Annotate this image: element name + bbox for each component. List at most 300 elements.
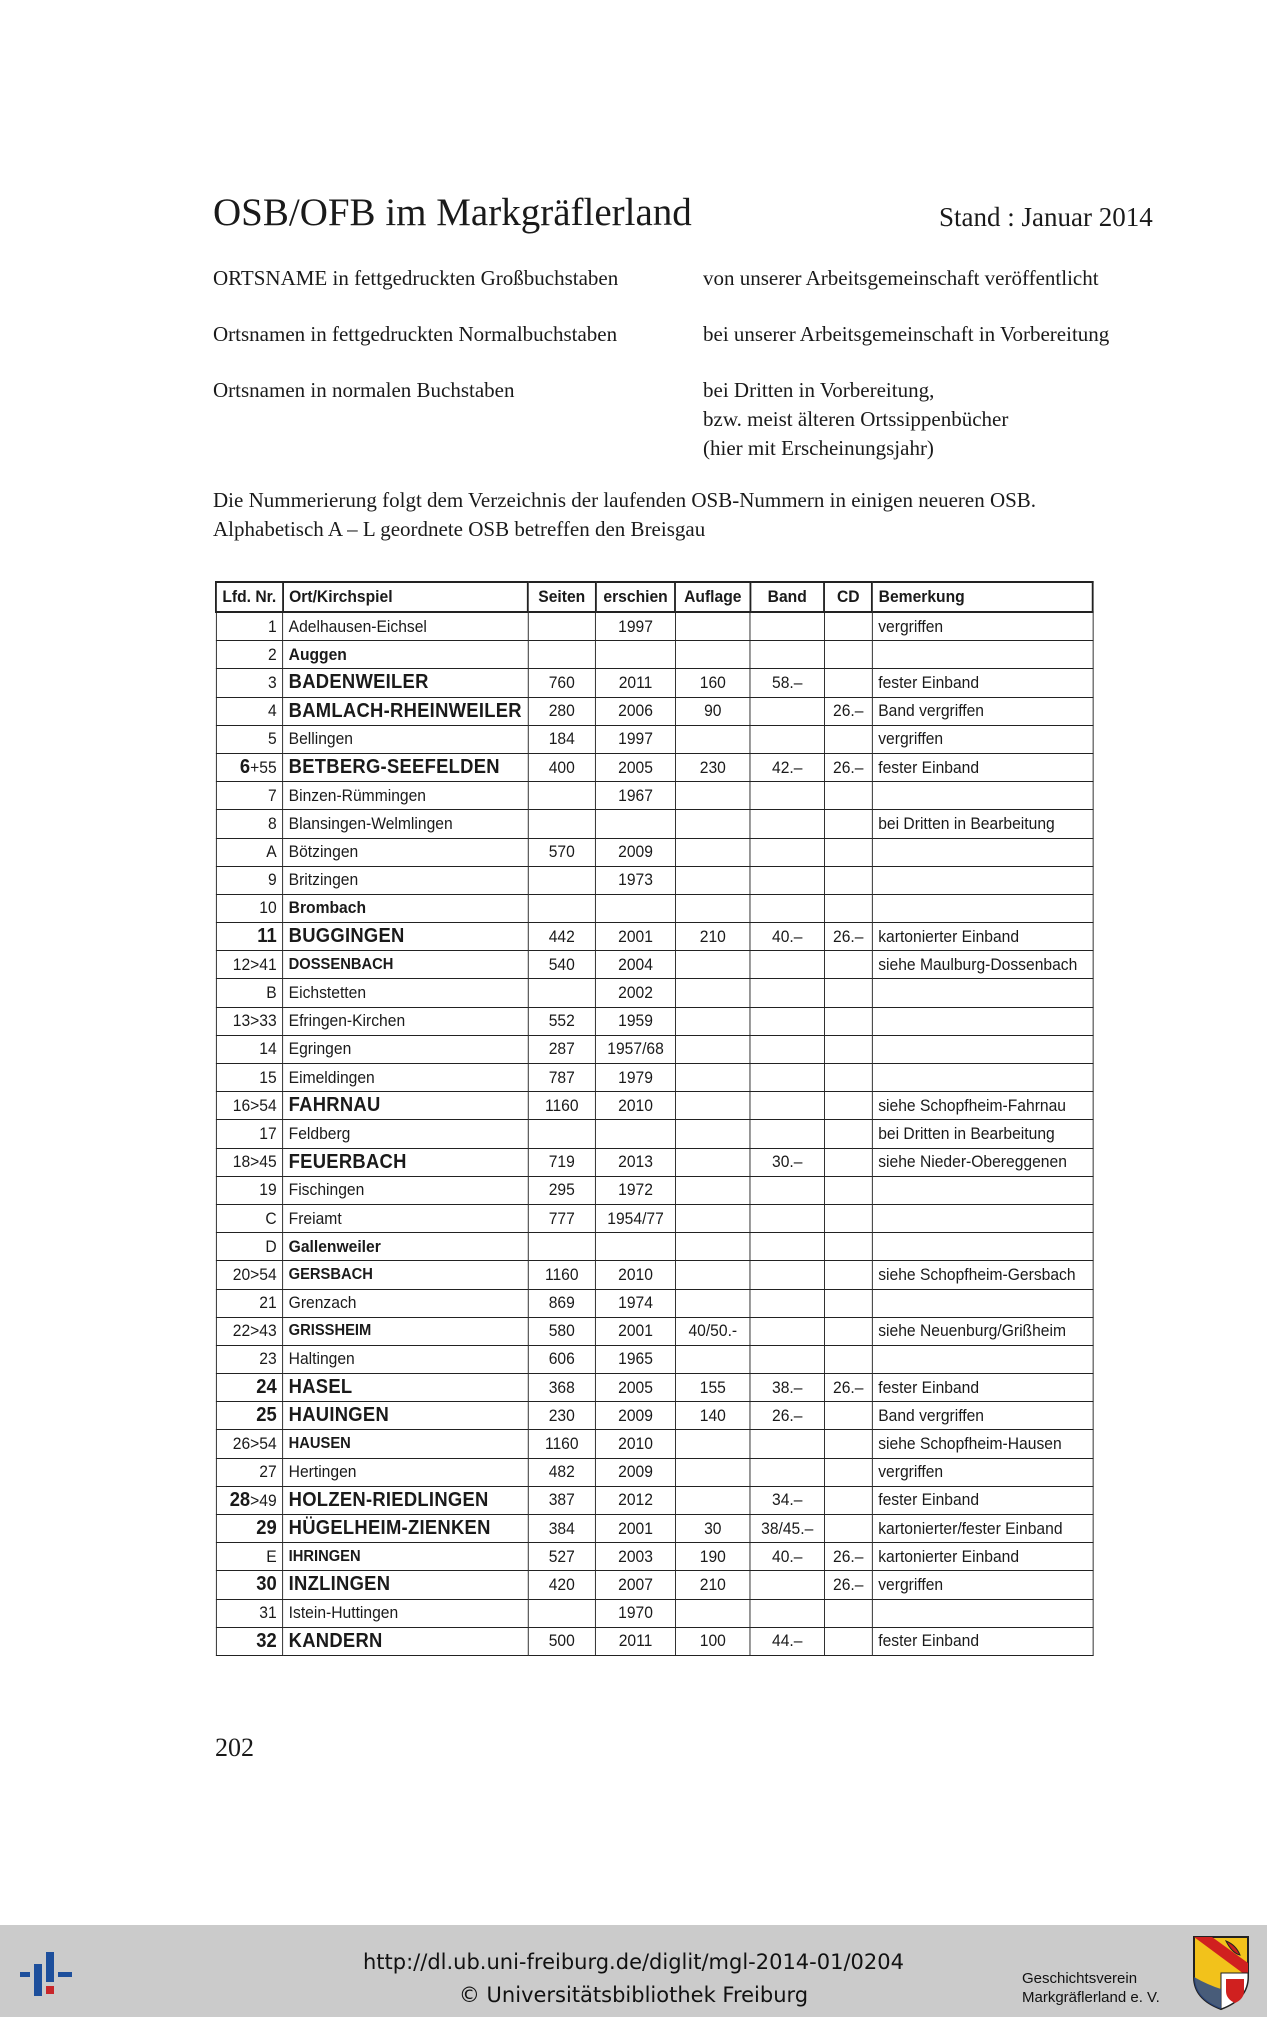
cell-erschien: 2009 [596, 838, 676, 866]
table-row [216, 1204, 1093, 1232]
cell-ort: GRISSHEIM [283, 1317, 528, 1345]
cell-band [750, 866, 824, 894]
cell-lfd-nr: 8 [216, 810, 283, 838]
cell-ort: Fischingen [283, 1176, 528, 1204]
cell-auflage [675, 1289, 750, 1317]
cell-seiten: 787 [528, 1064, 596, 1092]
cell-lfd-nr: 12>41 [216, 951, 283, 979]
cell-band: 40.– [750, 923, 824, 951]
cell-cd [824, 1599, 872, 1627]
cell-ort: Istein-Huttingen [283, 1599, 528, 1627]
cell-ort: Auggen [283, 641, 528, 669]
cell-bemerkung [872, 1035, 1092, 1063]
page-number: 202 [215, 1733, 254, 1762]
table-row [216, 725, 1093, 753]
cell-erschien [596, 1120, 676, 1148]
cell-lfd-nr: 28>49 [216, 1486, 283, 1514]
cell-seiten: 570 [528, 838, 596, 866]
cell-auflage [675, 1261, 750, 1289]
cell-bemerkung: fester Einband [872, 1374, 1092, 1402]
cell-erschien: 2012 [596, 1486, 676, 1514]
cell-ort: Blansingen-Welmlingen [283, 810, 528, 838]
cell-band: 30.– [750, 1148, 824, 1176]
cell-band: 42.– [750, 753, 824, 781]
table-row [216, 838, 1093, 866]
cell-auflage [675, 1092, 750, 1120]
legend-right-2: bei unserer Arbeitsgemeinschaft in Vorbereitung [703, 322, 1110, 346]
cell-auflage: 90 [675, 697, 750, 725]
cell-cd [824, 1458, 872, 1486]
cell-seiten: 1160 [528, 1092, 596, 1120]
cell-auflage [675, 1176, 750, 1204]
table-row [216, 782, 1093, 810]
cell-ort: FAHRNAU [283, 1092, 528, 1120]
cell-auflage [675, 838, 750, 866]
cell-seiten [528, 979, 596, 1007]
table-row [216, 1317, 1093, 1345]
cell-auflage: 210 [675, 1571, 750, 1599]
cell-auflage [675, 1035, 750, 1063]
table-row [216, 753, 1093, 781]
cell-auflage [675, 1599, 750, 1627]
cell-bemerkung: siehe Schopfheim-Gersbach [872, 1261, 1092, 1289]
cell-bemerkung: vergriffen [872, 612, 1092, 641]
cell-ort: Brombach [283, 894, 528, 922]
cell-lfd-nr: 32 [216, 1627, 283, 1655]
cell-cd [824, 1092, 872, 1120]
footer-url[interactable]: http://dl.ub.uni-freiburg.de/diglit/mgl-2014-01/0204 [362, 1950, 904, 1974]
cell-seiten: 869 [528, 1289, 596, 1317]
cell-seiten: 540 [528, 951, 596, 979]
table-row [216, 1120, 1093, 1148]
cell-lfd-nr: 7 [216, 782, 283, 810]
cell-lfd-nr: 9 [216, 866, 283, 894]
table-row [216, 923, 1093, 951]
cell-seiten: 287 [528, 1035, 596, 1063]
header-auflage: Auflage [675, 582, 750, 612]
cell-seiten: 295 [528, 1176, 596, 1204]
cell-cd [824, 1233, 872, 1261]
cell-lfd-nr: 24 [216, 1374, 283, 1402]
cell-bemerkung: vergriffen [872, 725, 1092, 753]
cell-lfd-nr: B [216, 979, 283, 1007]
cell-bemerkung [872, 979, 1092, 1007]
cell-band [750, 641, 824, 669]
intro-text [213, 486, 1036, 544]
cell-cd [824, 1176, 872, 1204]
cell-cd [824, 1402, 872, 1430]
cell-band [750, 1345, 824, 1373]
cell-seiten: 420 [528, 1571, 596, 1599]
cell-auflage: 210 [675, 923, 750, 951]
cell-erschien: 1959 [596, 1007, 676, 1035]
cell-bemerkung: kartonierter Einband [872, 923, 1092, 951]
intro-line-2: Alphabetisch A – L geordnete OSB betreffen den Breisgau [213, 517, 706, 541]
cell-cd [824, 782, 872, 810]
intro-line-1: Die Nummerierung folgt dem Verzeichnis der laufenden OSB-Nummern in einigen neueren OSB. [213, 488, 1037, 512]
cell-seiten: 719 [528, 1148, 596, 1176]
cell-cd [824, 866, 872, 894]
cell-auflage: 190 [675, 1543, 750, 1571]
cell-erschien: 2011 [596, 669, 676, 697]
table-row [216, 1148, 1093, 1176]
cell-lfd-nr: 10 [216, 894, 283, 922]
cell-cd [824, 669, 872, 697]
cell-ort: Bötzingen [283, 838, 528, 866]
cell-cd [824, 1627, 872, 1655]
cell-cd [824, 1317, 872, 1345]
cell-bemerkung [872, 1204, 1092, 1232]
cell-bemerkung: bei Dritten in Bearbeitung [872, 810, 1092, 838]
cell-auflage: 155 [675, 1374, 750, 1402]
table-row [216, 1345, 1093, 1373]
table-row [216, 669, 1093, 697]
cell-ort: Freiamt [283, 1204, 528, 1232]
cell-ort: Hertingen [283, 1458, 528, 1486]
table-row [216, 866, 1093, 894]
cell-bemerkung [872, 1176, 1092, 1204]
cell-bemerkung [872, 1064, 1092, 1092]
cell-seiten: 442 [528, 923, 596, 951]
cell-seiten [528, 1233, 596, 1261]
cell-erschien: 2010 [596, 1092, 676, 1120]
cell-band [750, 725, 824, 753]
cell-bemerkung: kartonierter/fester Einband [872, 1515, 1092, 1543]
society-line-2: Markgräflerland e. V. [1022, 1989, 1160, 2006]
legend-left-2: Ortsnamen in fettgedruckten Normalbuchstaben [213, 322, 618, 346]
table-row [216, 697, 1093, 725]
cell-bemerkung: vergriffen [872, 1458, 1092, 1486]
table-row [216, 1261, 1093, 1289]
cell-band [750, 1430, 824, 1458]
cell-band [750, 1120, 824, 1148]
cell-auflage [675, 725, 750, 753]
cell-seiten [528, 641, 596, 669]
table-row [216, 894, 1093, 922]
cell-bemerkung: fester Einband [872, 753, 1092, 781]
cell-band [750, 612, 824, 641]
table-header-row [216, 582, 1093, 612]
cell-seiten: 230 [528, 1402, 596, 1430]
cell-auflage: 230 [675, 753, 750, 781]
cell-band [750, 1204, 824, 1232]
cell-auflage: 30 [675, 1515, 750, 1543]
header-seiten: Seiten [528, 582, 596, 612]
cell-auflage [675, 979, 750, 1007]
cell-erschien: 1979 [596, 1064, 676, 1092]
cell-seiten [528, 1120, 596, 1148]
cell-ort: Binzen-Rümmingen [283, 782, 528, 810]
table-row [216, 641, 1093, 669]
cell-band [750, 1007, 824, 1035]
table-row [216, 612, 1093, 641]
cell-ort: Grenzach [283, 1289, 528, 1317]
cell-seiten: 777 [528, 1204, 596, 1232]
cell-bemerkung [872, 1599, 1092, 1627]
cell-bemerkung: siehe Nieder-Obereggenen [872, 1148, 1092, 1176]
cell-ort: HOLZEN-RIEDLINGEN [283, 1486, 528, 1514]
cell-cd: 26.– [824, 697, 872, 725]
table-row [216, 1289, 1093, 1317]
cell-lfd-nr: 5 [216, 725, 283, 753]
cell-auflage [675, 1486, 750, 1514]
cell-ort: Gallenweiler [283, 1233, 528, 1261]
cell-lfd-nr: 1 [216, 612, 283, 641]
cell-seiten [528, 612, 596, 641]
cell-lfd-nr: 16>54 [216, 1092, 283, 1120]
cell-band [750, 838, 824, 866]
cell-erschien [596, 1233, 676, 1261]
cell-band: 34.– [750, 1486, 824, 1514]
cell-band [750, 1571, 824, 1599]
cell-auflage [675, 1120, 750, 1148]
cell-auflage [675, 1204, 750, 1232]
cell-erschien: 2001 [596, 1515, 676, 1543]
table-row [216, 1092, 1093, 1120]
cell-bemerkung [872, 838, 1092, 866]
table-row [216, 1571, 1093, 1599]
cell-auflage [675, 810, 750, 838]
cell-band [750, 697, 824, 725]
table-row [216, 1374, 1093, 1402]
cell-band [750, 1064, 824, 1092]
cell-auflage [675, 641, 750, 669]
cell-cd [824, 1148, 872, 1176]
cell-bemerkung [872, 641, 1092, 669]
cell-erschien: 1954/77 [596, 1204, 676, 1232]
cell-ort: GERSBACH [283, 1261, 528, 1289]
cell-band [750, 1289, 824, 1317]
cell-band [750, 1317, 824, 1345]
cell-lfd-nr: 18>45 [216, 1148, 283, 1176]
cell-auflage: 40/50.- [675, 1317, 750, 1345]
cell-seiten: 527 [528, 1543, 596, 1571]
cell-ort: BAMLACH-RHEINWEILER [283, 697, 528, 725]
table-row [216, 1543, 1093, 1571]
society-name [1022, 1969, 1160, 2007]
cell-cd: 26.– [824, 1571, 872, 1599]
cell-band [750, 1599, 824, 1627]
table-row [216, 1064, 1093, 1092]
cell-ort: Adelhausen-Eichsel [283, 612, 528, 641]
cell-seiten: 400 [528, 753, 596, 781]
cell-auflage [675, 951, 750, 979]
cell-auflage: 140 [675, 1402, 750, 1430]
cell-cd [824, 1515, 872, 1543]
cell-lfd-nr: 15 [216, 1064, 283, 1092]
cell-band: 40.– [750, 1543, 824, 1571]
cell-bemerkung: siehe Maulburg-Dossenbach [872, 951, 1092, 979]
table-row [216, 1515, 1093, 1543]
cell-lfd-nr: C [216, 1204, 283, 1232]
cell-ort: BUGGINGEN [283, 923, 528, 951]
cell-lfd-nr: 17 [216, 1120, 283, 1148]
cell-auflage: 100 [675, 1627, 750, 1655]
cell-ort: KANDERN [283, 1627, 528, 1655]
legend-right-3-line-1: bei Dritten in Vorbereitung, [703, 378, 935, 402]
cell-erschien: 1997 [596, 612, 676, 641]
cell-ort: HAUINGEN [283, 1402, 528, 1430]
cell-seiten: 1160 [528, 1430, 596, 1458]
cell-auflage [675, 1148, 750, 1176]
cell-lfd-nr: 22>43 [216, 1317, 283, 1345]
society-line-1: Geschichtsverein [1022, 1970, 1138, 1987]
cell-band: 38.– [750, 1374, 824, 1402]
cell-bemerkung: Band vergriffen [872, 1402, 1092, 1430]
table-row [216, 1402, 1093, 1430]
cell-ort: Egringen [283, 1035, 528, 1063]
cell-erschien [596, 810, 676, 838]
osb-table [215, 581, 1094, 1656]
legend-right-3-line-3: (hier mit Erscheinungsjahr) [703, 436, 934, 460]
cell-seiten: 280 [528, 697, 596, 725]
cell-seiten: 760 [528, 669, 596, 697]
cell-band [750, 951, 824, 979]
cell-bemerkung: bei Dritten in Bearbeitung [872, 1120, 1092, 1148]
header-cd: CD [824, 582, 872, 612]
cell-bemerkung: siehe Schopfheim-Fahrnau [872, 1092, 1092, 1120]
cell-ort: Eimeldingen [283, 1064, 528, 1092]
cell-seiten: 500 [528, 1627, 596, 1655]
cell-lfd-nr: 19 [216, 1176, 283, 1204]
header-erschien: erschien [596, 582, 676, 612]
cell-bemerkung [872, 866, 1092, 894]
cell-bemerkung: fester Einband [872, 1486, 1092, 1514]
table-row [216, 951, 1093, 979]
cell-seiten: 580 [528, 1317, 596, 1345]
cell-band: 38/45.– [750, 1515, 824, 1543]
cell-erschien: 1957/68 [596, 1035, 676, 1063]
cell-ort: DOSSENBACH [283, 951, 528, 979]
cell-erschien: 2005 [596, 753, 676, 781]
cell-ort: HASEL [283, 1374, 528, 1402]
cell-cd [824, 1430, 872, 1458]
cell-bemerkung [872, 1345, 1092, 1373]
cell-erschien: 1997 [596, 725, 676, 753]
header-lfd-nr: Lfd. Nr. [216, 582, 283, 612]
cell-lfd-nr: A [216, 838, 283, 866]
cell-erschien: 2004 [596, 951, 676, 979]
cell-ort: FEUERBACH [283, 1148, 528, 1176]
cell-ort: IHRINGEN [283, 1543, 528, 1571]
cell-ort: Bellingen [283, 725, 528, 753]
cell-erschien: 2010 [596, 1430, 676, 1458]
cell-lfd-nr: 2 [216, 641, 283, 669]
cell-lfd-nr: D [216, 1233, 283, 1261]
cell-lfd-nr: 4 [216, 697, 283, 725]
cell-ort: Feldberg [283, 1120, 528, 1148]
cell-auflage: 160 [675, 669, 750, 697]
cell-cd [824, 838, 872, 866]
stand-date: Stand : Januar 2014 [939, 202, 1153, 232]
legend-right-1: von unserer Arbeitsgemeinschaft veröffentlicht [703, 266, 1099, 290]
cell-erschien: 2009 [596, 1402, 676, 1430]
cell-ort: Britzingen [283, 866, 528, 894]
table-row [216, 1486, 1093, 1514]
cell-band [750, 1092, 824, 1120]
cell-seiten: 1160 [528, 1261, 596, 1289]
cell-erschien: 2001 [596, 923, 676, 951]
table-row [216, 1430, 1093, 1458]
cell-ort: Eichstetten [283, 979, 528, 1007]
cell-lfd-nr: 13>33 [216, 1007, 283, 1035]
cell-bemerkung: siehe Neuenburg/Grißheim [872, 1317, 1092, 1345]
table-row [216, 1233, 1093, 1261]
cell-ort: BADENWEILER [283, 669, 528, 697]
table-row [216, 1176, 1093, 1204]
cell-erschien [596, 641, 676, 669]
cell-ort: HAUSEN [283, 1430, 528, 1458]
cell-seiten: 552 [528, 1007, 596, 1035]
cell-band: 58.– [750, 669, 824, 697]
cell-ort: BETBERG-SEEFELDEN [283, 753, 528, 781]
table-row [216, 1627, 1093, 1655]
cell-erschien: 2007 [596, 1571, 676, 1599]
cell-bemerkung [872, 1233, 1092, 1261]
cell-bemerkung [872, 782, 1092, 810]
cell-cd [824, 1486, 872, 1514]
cell-cd: 26.– [824, 923, 872, 951]
cell-band: 26.– [750, 1402, 824, 1430]
cell-bemerkung: Band vergriffen [872, 697, 1092, 725]
cell-lfd-nr: 23 [216, 1345, 283, 1373]
cell-auflage [675, 1064, 750, 1092]
cell-lfd-nr: 14 [216, 1035, 283, 1063]
cell-seiten: 184 [528, 725, 596, 753]
cell-auflage [675, 866, 750, 894]
table-row [216, 810, 1093, 838]
cell-band [750, 1035, 824, 1063]
cell-lfd-nr: 31 [216, 1599, 283, 1627]
cell-bemerkung: siehe Schopfheim-Hausen [872, 1430, 1092, 1458]
cell-lfd-nr: 27 [216, 1458, 283, 1486]
cell-ort: HÜGELHEIM-ZIENKEN [283, 1515, 528, 1543]
table-row [216, 1035, 1093, 1063]
cell-erschien: 1970 [596, 1599, 676, 1627]
cell-cd [824, 641, 872, 669]
header-band: Band [750, 582, 824, 612]
cell-erschien: 2001 [596, 1317, 676, 1345]
cell-seiten [528, 894, 596, 922]
cell-cd [824, 1261, 872, 1289]
cell-band [750, 1261, 824, 1289]
cell-cd: 26.– [824, 1543, 872, 1571]
cell-seiten: 384 [528, 1515, 596, 1543]
table-row [216, 1458, 1093, 1486]
cell-auflage [675, 1430, 750, 1458]
cell-cd [824, 979, 872, 1007]
legend-right-3 [703, 376, 1008, 463]
cell-auflage [675, 1458, 750, 1486]
cell-cd [824, 1345, 872, 1373]
cell-bemerkung: fester Einband [872, 669, 1092, 697]
table-row [216, 1599, 1093, 1627]
cell-auflage [675, 1345, 750, 1373]
cell-auflage [675, 782, 750, 810]
cell-cd [824, 894, 872, 922]
cell-bemerkung [872, 1289, 1092, 1317]
table-row [216, 1007, 1093, 1035]
cell-lfd-nr: 11 [216, 923, 283, 951]
cell-erschien: 2011 [596, 1627, 676, 1655]
cell-erschien: 2002 [596, 979, 676, 1007]
footer-copyright: © Universitätsbibliothek Freiburg [458, 1983, 809, 2007]
cell-seiten [528, 782, 596, 810]
cell-lfd-nr: E [216, 1543, 283, 1571]
cell-erschien: 2010 [596, 1261, 676, 1289]
cell-seiten: 606 [528, 1345, 596, 1373]
cell-cd [824, 1007, 872, 1035]
